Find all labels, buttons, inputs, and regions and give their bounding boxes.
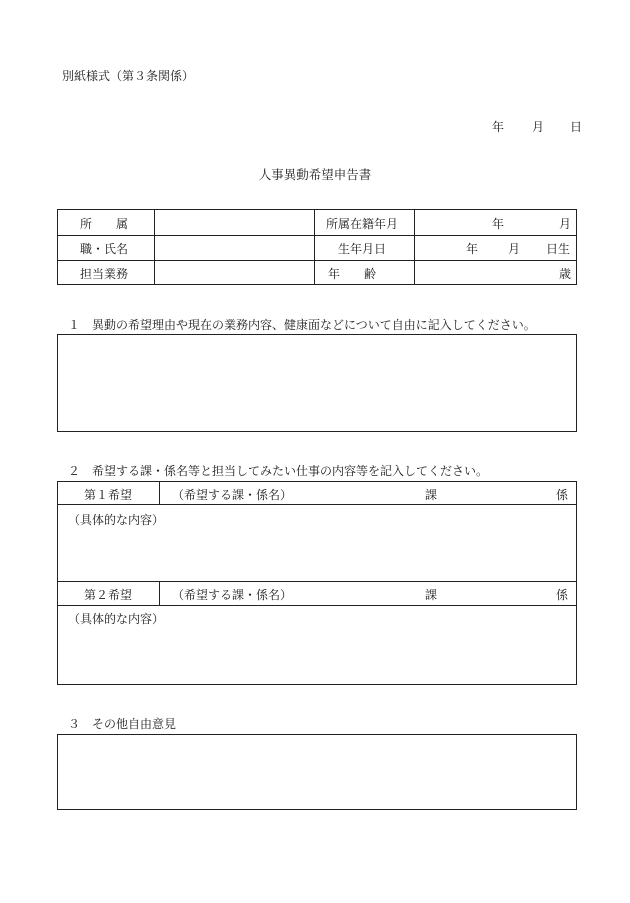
tenure-label: 所属在籍年月 [326,217,399,231]
table-row-divider [58,504,576,505]
first-choice-ka-label: 課 [425,488,438,502]
second-choice-ka-label: 課 [425,588,438,602]
second-choice-dept-hint: （希望する課・係名） [172,588,293,602]
date-month-label: 月 [532,120,545,134]
birth-day-label: 日生 [546,242,571,256]
first-choice-kakari-label: 係 [556,488,569,502]
first-choice-detail-label: （具体的な内容） [68,513,165,527]
section2-table [57,481,577,685]
affiliation-field[interactable] [156,211,313,234]
table-column-divider [314,210,315,284]
section3-title: ３ その他自由意見 [68,717,177,731]
table-row-divider [58,581,576,582]
duties-field[interactable] [156,261,313,284]
table-row-divider [58,235,576,236]
table-column-divider [159,482,160,504]
table-column-divider [159,581,160,605]
birth-year-label: 年 [466,242,479,256]
second-choice-detail-field[interactable] [59,628,575,683]
age-unit-label: 歳 [559,267,572,281]
section1-title: １ 異動の希望理由や現在の業務内容、健康面などについて自由に記入してください。 [68,318,536,332]
section1-textbox[interactable] [57,334,577,432]
age-label: 年 齢 [328,267,377,281]
table-row-divider [58,260,576,261]
document-title: 人事異動希望申告書 [258,167,372,182]
first-choice-dept-hint: （希望する課・係名） [172,488,293,502]
second-choice-kakari-label: 係 [556,588,569,602]
position-name-label: 職・氏名 [80,242,129,256]
section2-title: ２ 希望する課・係名等と担当してみたい仕事の内容等を記入してください。 [68,464,489,478]
first-choice-detail-field[interactable] [59,528,575,580]
table-column-divider [154,210,155,284]
section3-textbox[interactable] [57,734,577,810]
duties-label: 担当業務 [80,267,129,281]
header-info-table [57,209,577,285]
form-label: 別紙様式（第３条関係） [62,69,195,83]
table-column-divider [414,210,415,284]
date-day-label: 日 [570,120,583,134]
birth-month-label: 月 [508,242,521,256]
first-choice-label: 第１希望 [84,488,133,502]
birth-date-label: 生年月日 [338,242,387,256]
second-choice-detail-label: （具体的な内容） [68,612,165,626]
tenure-year-label: 年 [492,217,505,231]
second-choice-label: 第２希望 [84,588,133,602]
position-name-field[interactable] [156,236,313,259]
table-row-divider [58,605,576,606]
affiliation-label: 所 属 [80,217,129,231]
date-year-label: 年 [492,120,505,134]
tenure-month-label: 月 [559,217,572,231]
